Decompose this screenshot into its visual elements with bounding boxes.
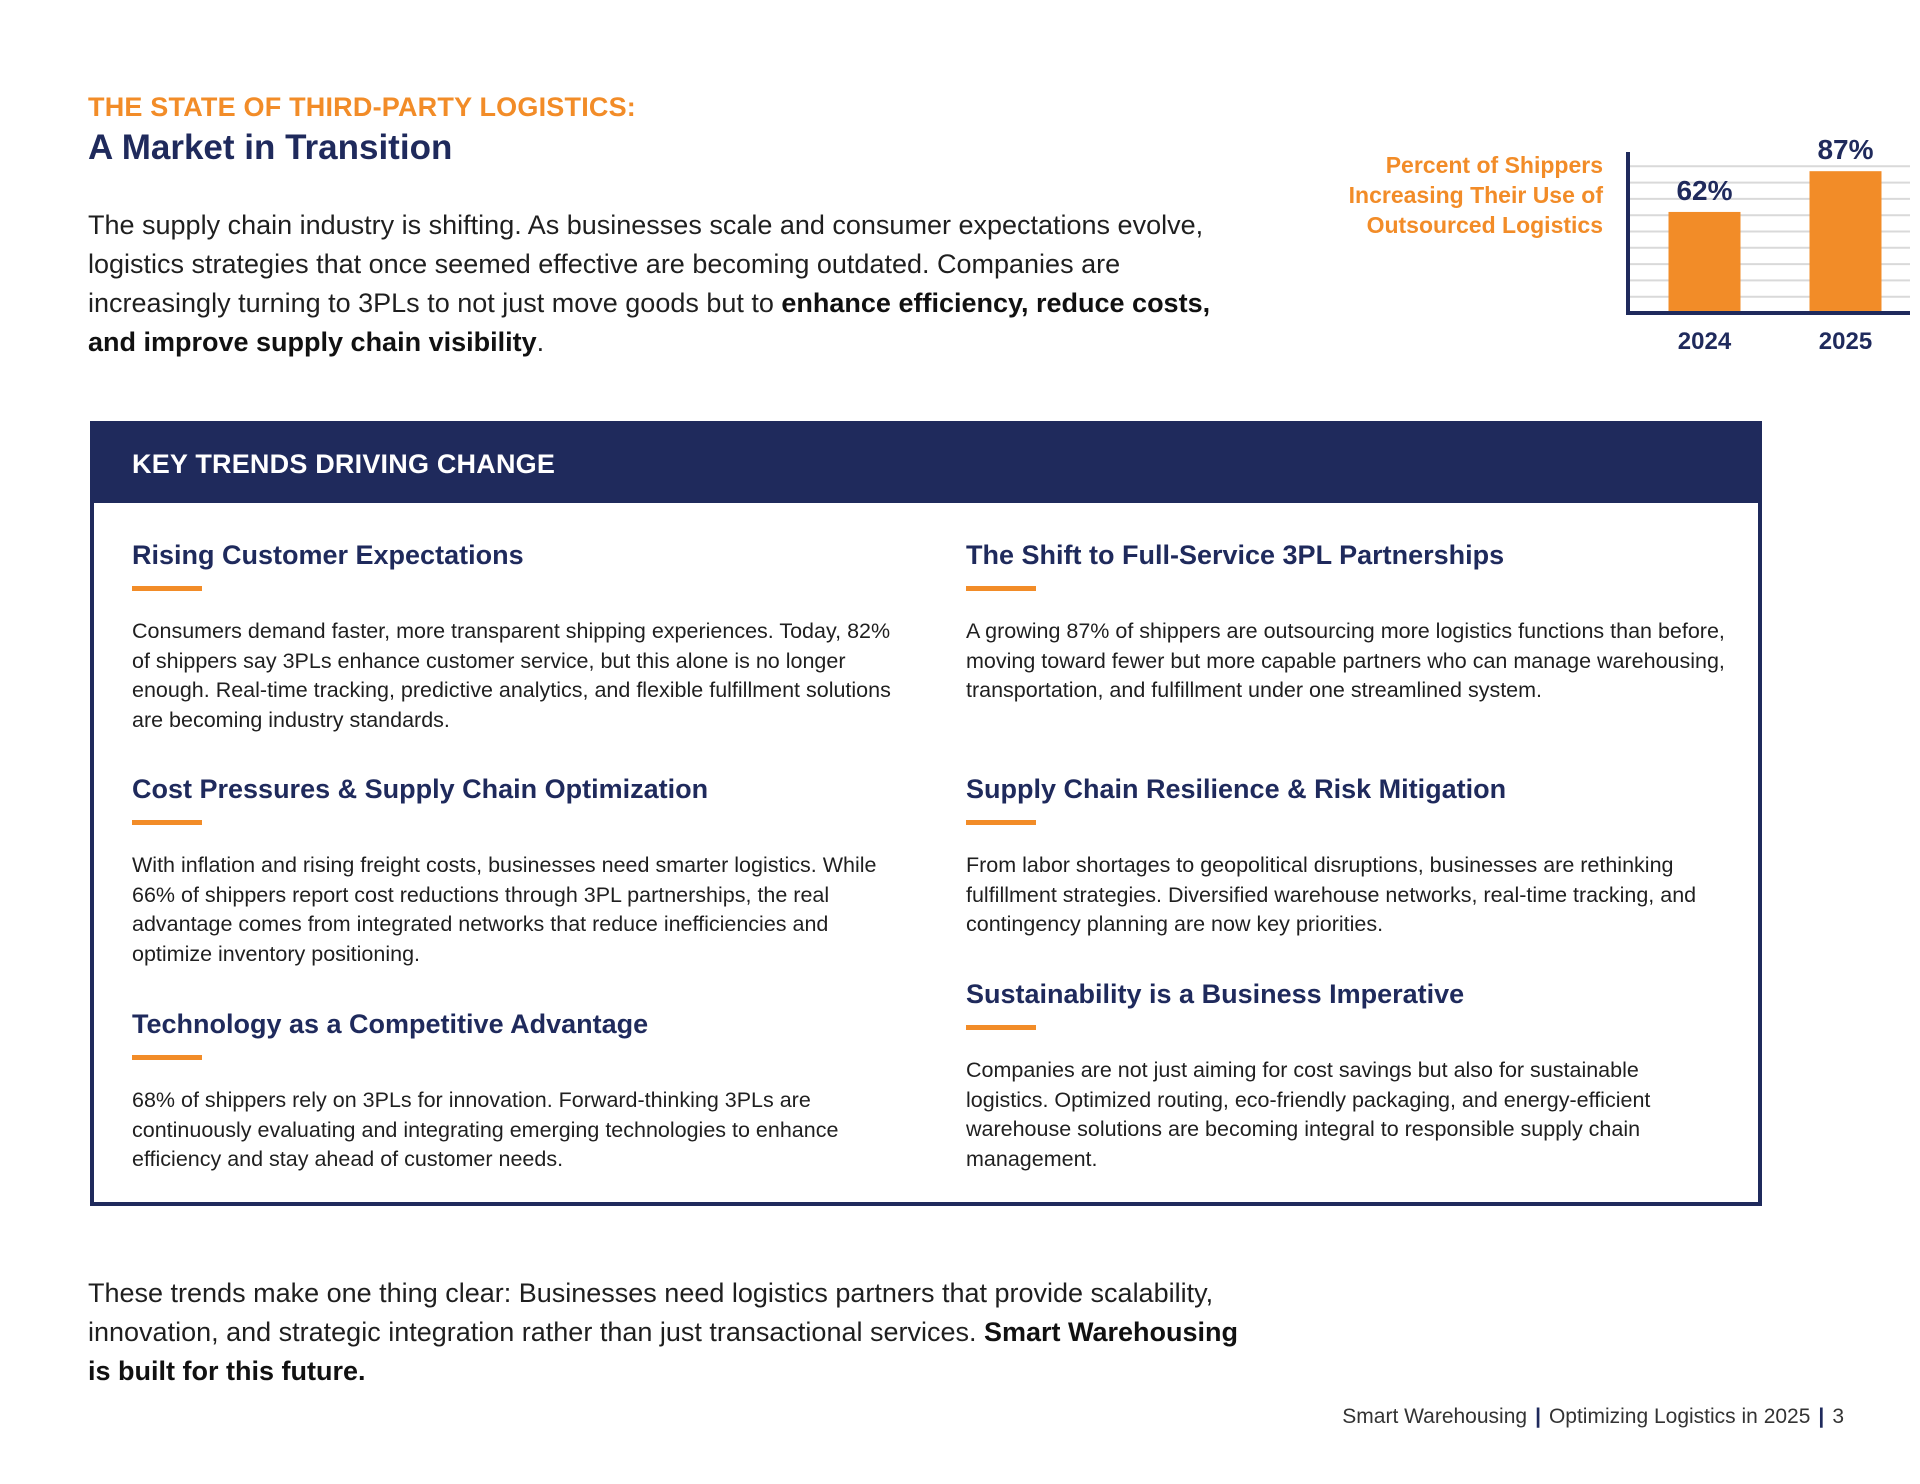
intro-paragraph [88,206,1218,362]
trend-body: 68% of shippers rely on 3PLs for innovation. Forward-thinking 3PLs are continuously evaluating and integrating emerging technologies to enhance efficiency and stay ahead of customer needs. [132,1088,839,1171]
footer-separator: | [1535,1405,1541,1428]
trend-title: Rising Customer Expectations [132,540,524,570]
key-trends-heading: KEY TRENDS DRIVING CHANGE [94,425,1758,503]
trend-body: From labor shortages to geopolitical disruptions, businesses are rethinking fulfillment strategies. Diversified warehouse networks, real-time tracking, and contingency planning are now key priorities. [966,853,1697,936]
section-kicker: THE STATE OF THIRD-PARTY LOGISTICS: [88,92,636,122]
outro-emphasis: Smart Warehousing is built for this future. [88,1317,1239,1386]
outro-text: These trends make one thing clear: Businesses need logistics partners that provide scalability, innovation, and strategic integration rather than just transactional services. [88,1278,1214,1347]
trend-full-service-3pl [966,538,1726,706]
trend-cost-pressures [132,772,892,969]
chart-title: Percent of Shippers Increasing Their Use of Outsourced Logistics [1348,152,1603,238]
closing-paragraph [88,1274,1248,1391]
key-trends-box [90,421,1762,1206]
trend-accent-rule [132,1055,202,1060]
trend-resilience [966,772,1726,940]
footer-doc-title: Optimizing Logistics in 2025 [1548,1405,1811,1428]
trend-body: Companies are not just aiming for cost savings but also for sustainable logistics. Optimized routing, eco-friendly packaging, and energy-efficient warehouse solutions are becoming integral to responsible supply chain management. [966,1058,1651,1171]
trend-technology [132,1007,892,1175]
chart-data-label-2025: 87% [1817,134,1874,166]
chart-bar-2024 [1669,212,1741,313]
intro-emphasis: enhance efficiency, reduce costs, and improve supply chain visibility [88,288,1211,357]
trend-body: A growing 87% of shippers are outsourcing more logistics functions than before, moving toward fewer but more capable partners who can manage warehousing, transportation, and fulfillment under one streamlined system. [966,619,1725,702]
chart-tick-label-2025: 2025 [1818,328,1873,355]
chart-tick-label-2024: 2024 [1677,328,1732,355]
trend-accent-rule [966,1025,1036,1030]
footer-brand: Smart Warehousing [1342,1405,1528,1428]
trend-rising-customer-expectations [132,538,892,735]
shippers-bar-chart [1620,130,1910,370]
trend-accent-rule [966,586,1036,591]
trend-title: Supply Chain Resilience & Risk Mitigation [966,774,1507,804]
trend-body: Consumers demand faster, more transparent shipping experiences. Today, 82% of shippers say 3PLs enhance customer service, but this alone is no longer enough. Real-time tracking, predictive analytics, and flexible fulfillment solutions are becoming industry standards. [132,619,891,732]
trend-accent-rule [132,820,202,825]
trend-title: The Shift to Full-Service 3PL Partnerships [966,540,1505,570]
footer-separator: | [1818,1405,1825,1428]
page-title: A Market in Transition [88,128,453,167]
trend-title: Sustainability is a Business Imperative [966,979,1465,1009]
trend-body: With inflation and rising freight costs, businesses need smarter logistics. While 66% of shippers report cost reductions through 3PL partnerships, the real advantage comes from integrated networks that reduce inefficiencies and optimize inventory positioning. [132,853,877,966]
page-footer [1342,1405,1844,1429]
intro-end: . [536,327,545,357]
chart-data-label-2024: 62% [1676,174,1733,206]
trend-accent-rule [966,820,1036,825]
trend-title: Technology as a Competitive Advantage [132,1009,649,1039]
chart-svg [1620,130,1910,370]
intro-text: The supply chain industry is shifting. As businesses scale and consumer expectations evolve, logistics strategies that once seemed effective are becoming outdated. Companies are increasingly turning to 3PLs to not just move goods but to [88,210,1204,318]
page-number: 3 [1832,1405,1844,1428]
trend-sustainability [966,977,1726,1174]
trend-title: Cost Pressures & Supply Chain Optimization [132,774,709,804]
trend-accent-rule [132,586,202,591]
chart-bar-2025 [1810,171,1882,313]
